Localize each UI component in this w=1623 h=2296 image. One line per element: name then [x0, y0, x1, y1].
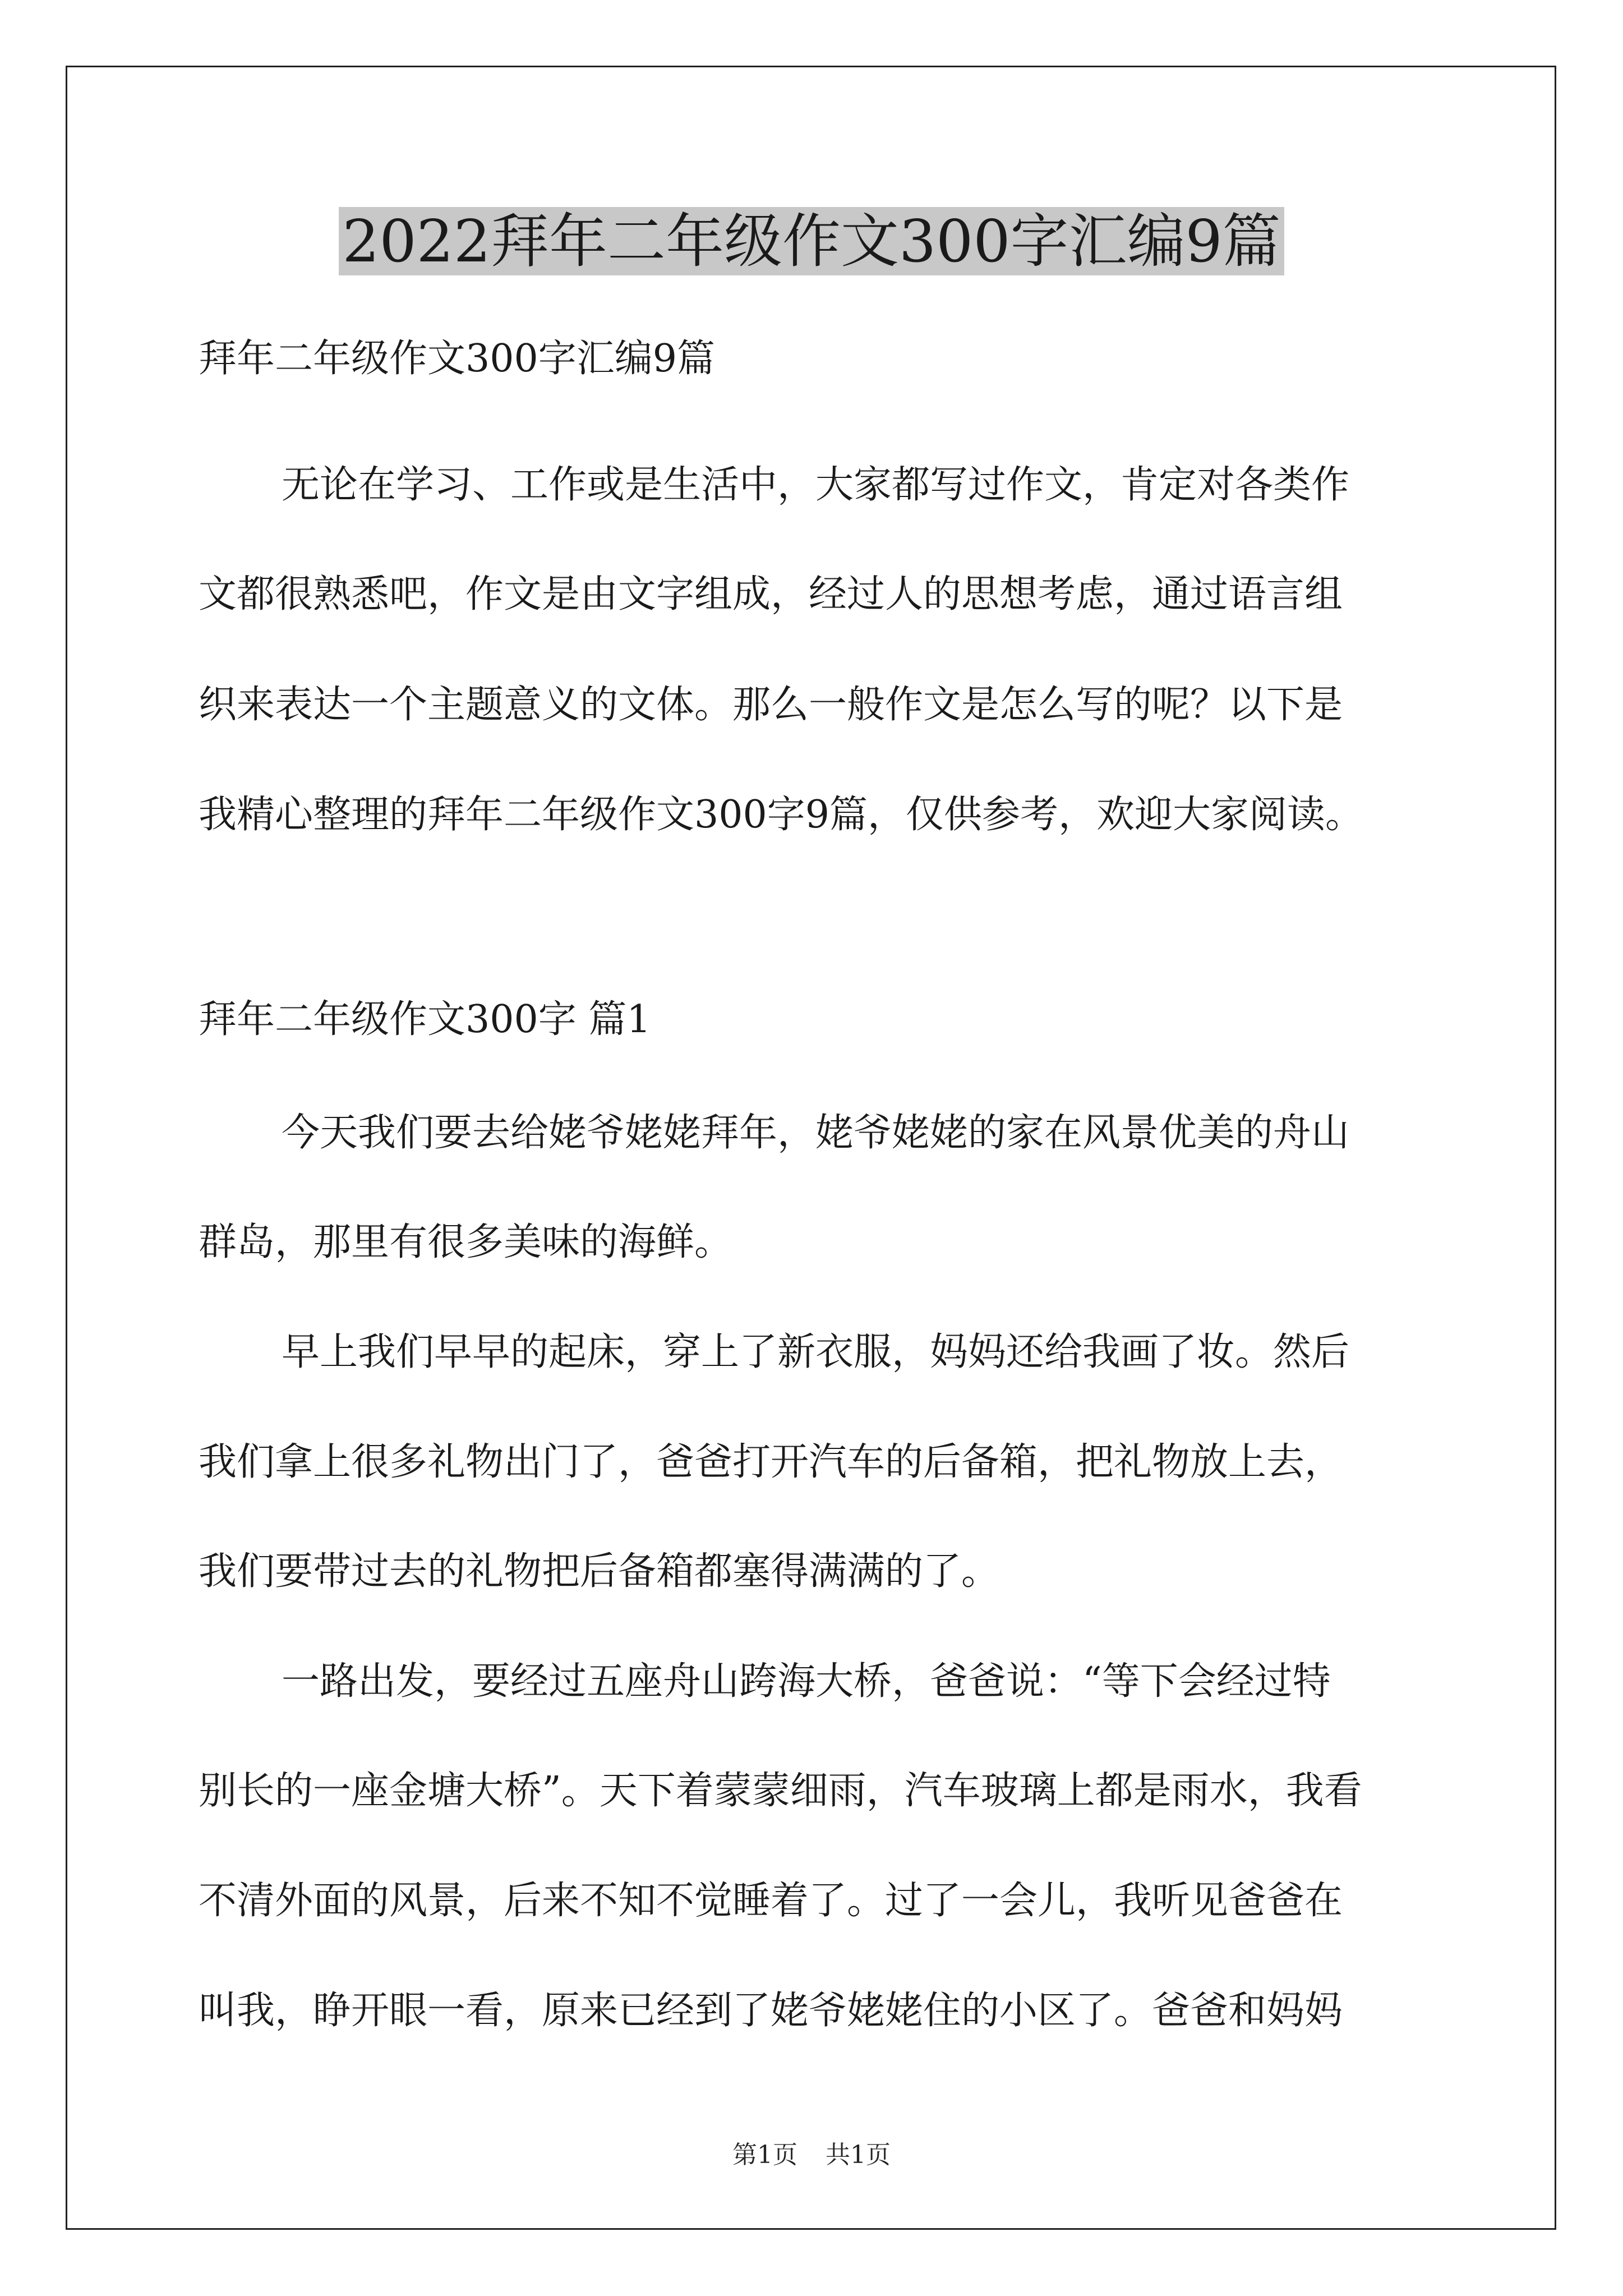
paragraph1-line-1: 今天我们要去给姥爷姥姥拜年，姥爷姥姥的家在风景优美的舟山: [282, 1111, 1350, 1155]
page-footer: [0, 2138, 1623, 2172]
paragraph2-line-3: 我们要带过去的礼物把后备箱都塞得满满的了。: [199, 1549, 1000, 1594]
document-title: [0, 202, 1623, 280]
page-total: 共1页: [826, 2141, 891, 2169]
paragraph3-line-3: 不清外面的风景，后来不知不觉睡着了。过了一会儿，我听见爸爸在: [199, 1879, 1343, 1923]
document-subtitle: 拜年二年级作文300字汇编9篇: [199, 337, 716, 381]
section-heading: 拜年二年级作文300字 篇1: [199, 997, 651, 1042]
paragraph3-line-4: 叫我，睁开眼一看，原来已经到了姥爷姥姥住的小区了。爸爸和妈妈: [199, 1989, 1343, 2033]
page-number: 第1页: [732, 2141, 797, 2169]
intro-line-1: 无论在学习、工作或是生活中，大家都写过作文，肯定对各类作: [282, 463, 1350, 507]
paragraph1-line-2: 群岛，那里有很多美味的海鲜。: [199, 1220, 733, 1264]
intro-line-2: 文都很熟悉吧，作文是由文字组成，经过人的思想考虑，通过语言组: [199, 572, 1343, 616]
intro-line-4: 我精心整理的拜年二年级作文300字9篇，仅供参考，欢迎大家阅读。: [199, 793, 1364, 837]
paragraph2-line-1: 早上我们早早的起床，穿上了新衣服，妈妈还给我画了妆。然后: [282, 1330, 1350, 1374]
intro-line-3: 织来表达一个主题意义的文体。那么一般作文是怎么写的呢？以下是: [199, 683, 1343, 727]
paragraph3-line-2: 别长的一座金塘大桥”。天下着蒙蒙细雨，汽车玻璃上都是雨水，我看: [199, 1769, 1362, 1813]
paragraph2-line-2: 我们拿上很多礼物出门了，爸爸打开汽车的后备箱，把礼物放上去，: [199, 1440, 1343, 1484]
paragraph3-line-1: 一路出发，要经过五座舟山跨海大桥，爸爸说：“等下会经过特: [282, 1659, 1331, 1704]
document-title-text: 2022拜年二年级作文300字汇编9篇: [339, 207, 1284, 275]
